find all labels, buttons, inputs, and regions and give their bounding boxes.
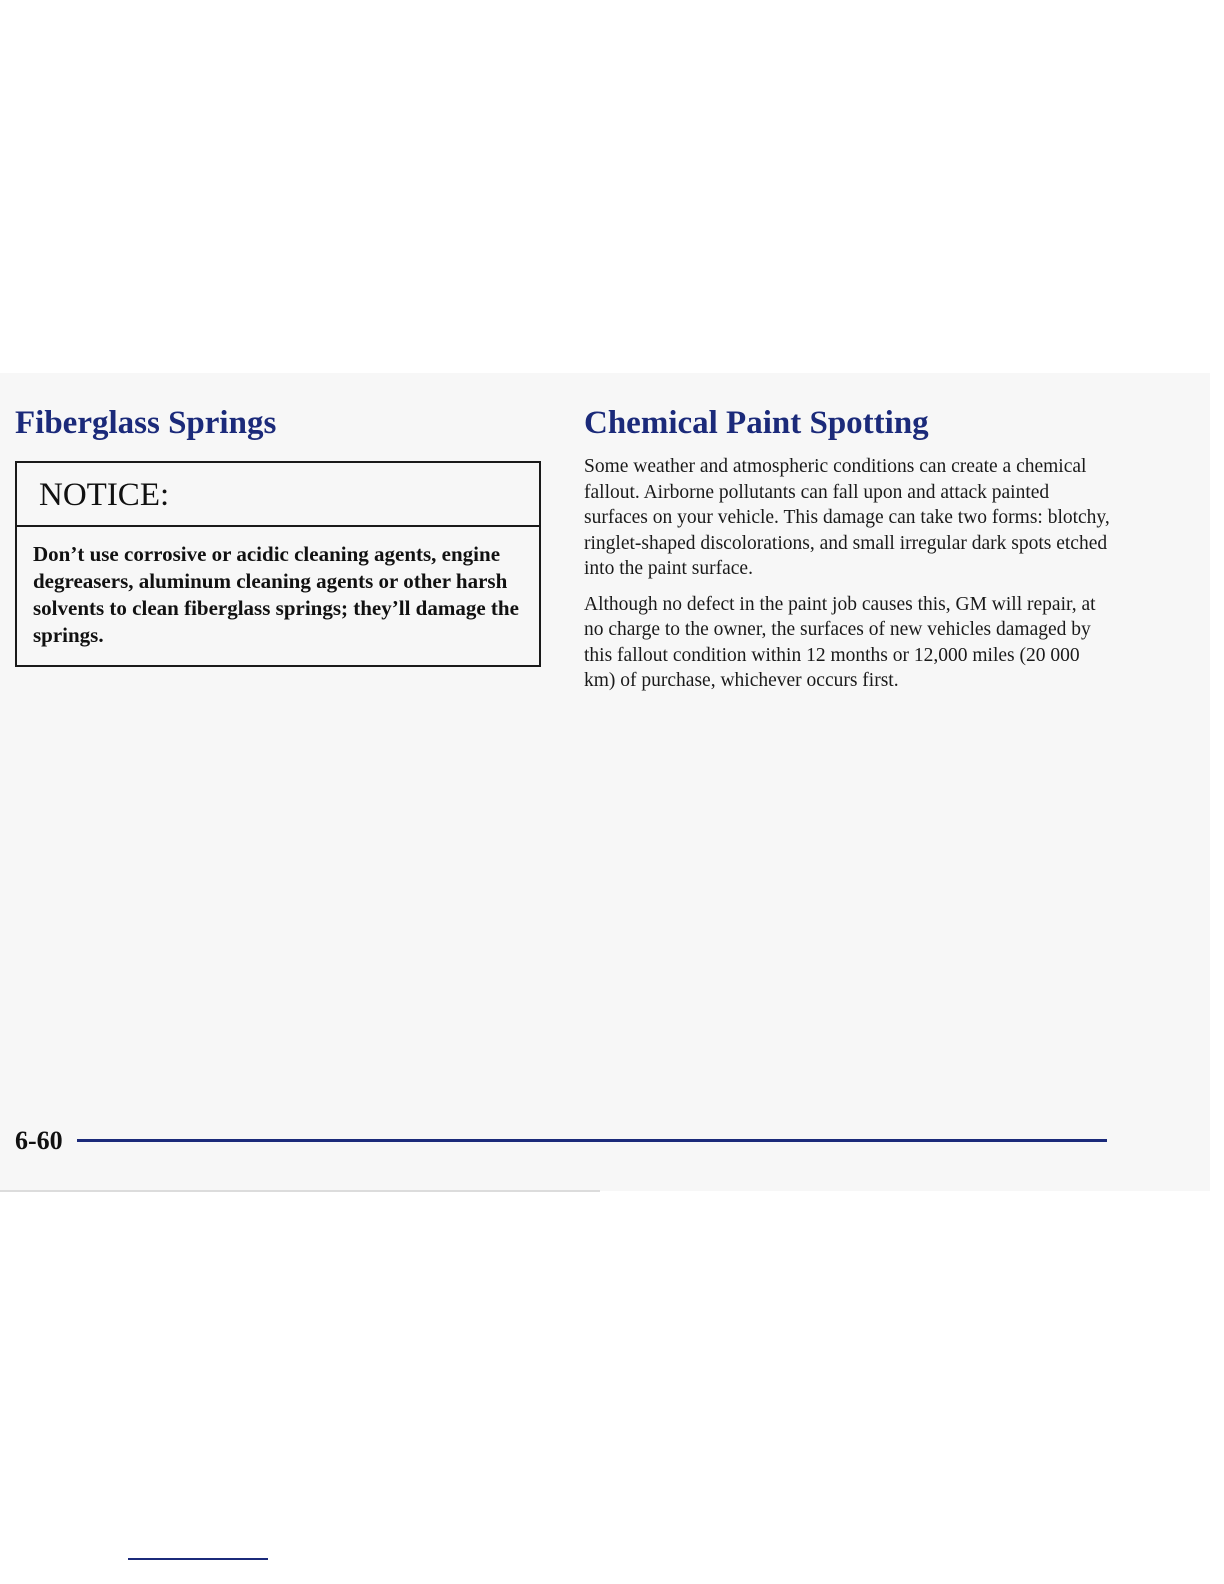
notice-header: NOTICE: — [17, 463, 539, 527]
chemical-paint-spotting-title: Chemical Paint Spotting — [584, 405, 929, 441]
page-footer — [15, 1123, 1107, 1159]
body-text — [584, 454, 1114, 694]
fiberglass-springs-title: Fiberglass Springs — [15, 405, 277, 441]
page-edge-shadow — [0, 1190, 600, 1192]
bottom-link-underline — [128, 1558, 268, 1560]
manual-page — [0, 373, 1210, 1191]
paragraph-2: Although no defect in the paint job causes this, GM will repair, at no charge to the owner, the surfaces of new vehicles damaged by this fallout condition within 12 months or 12,000 miles (20 000 km) of purchase, whichever occurs first. — [584, 593, 1096, 691]
page-number: 6-60 — [15, 1126, 63, 1155]
notice-body: Don’t use corrosive or acidic cleaning agents, engine degreasers, aluminum cleaning agents or other harsh solvents to clean fiberglass springs; they’ll damage the springs. — [33, 542, 519, 647]
notice-box — [15, 461, 541, 667]
right-column — [584, 405, 1114, 704]
footer-rule — [77, 1139, 1107, 1142]
left-column — [15, 405, 545, 647]
paragraph-1: Some weather and atmospheric conditions can create a chemical fallout. Airborne pollutants can fall upon and attack painted surfaces on your vehicle. This damage can take two forms: blotchy, ringlet-shaped discolorations, and small irregular dark spots etched into the paint surface. — [584, 456, 1110, 579]
